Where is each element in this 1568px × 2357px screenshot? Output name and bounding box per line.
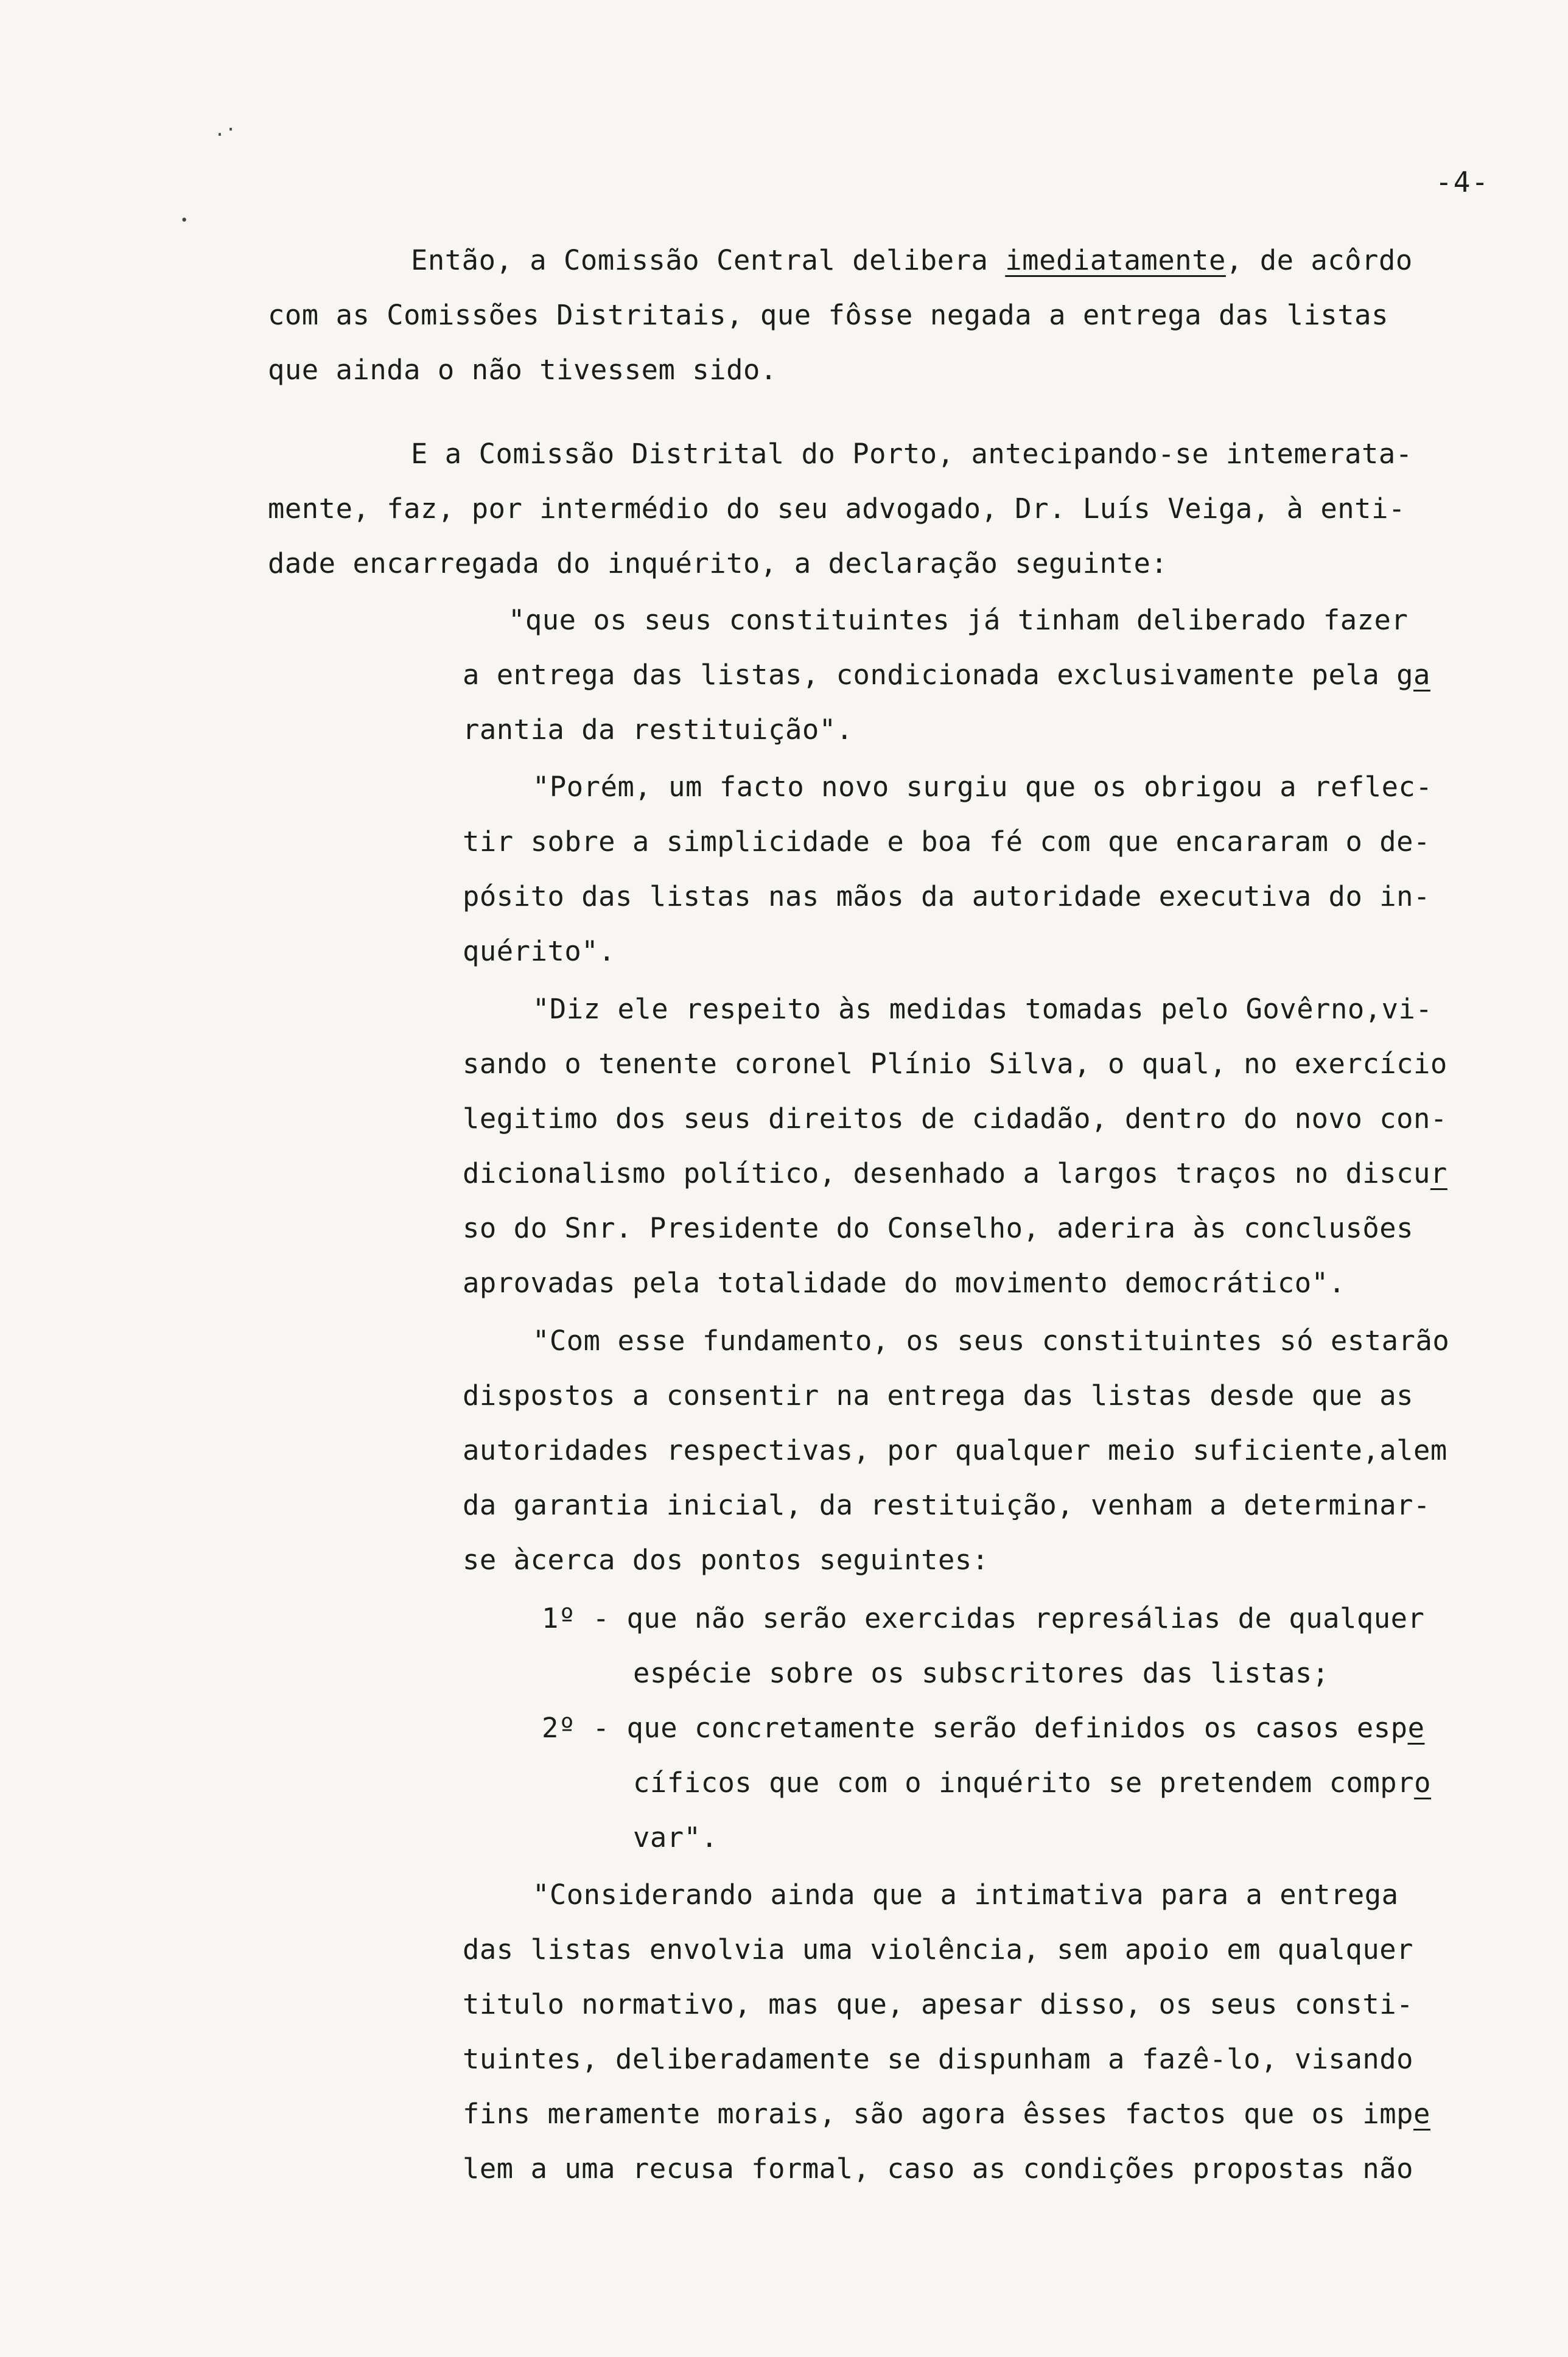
text-line xyxy=(533,773,1432,801)
text-run: espécie sobre os subscritores das listas; xyxy=(633,1657,1329,1689)
text-run: da garantia inicial, da restituição, venham a determinar- xyxy=(463,1489,1430,1521)
text-line xyxy=(533,1881,1399,1909)
text-line xyxy=(463,1214,1413,1242)
text-run: var". xyxy=(633,1821,718,1854)
text-run: dispostos a consentir na entrega das listas desde que as xyxy=(463,1379,1414,1412)
page-number: -4- xyxy=(1435,166,1490,198)
text-run: E a Comissão Distrital do Porto, antecipando-se intemerata- xyxy=(411,438,1413,470)
underlined-text: r xyxy=(1430,1157,1447,1189)
text-run: "Considerando ainda que a intimativa para a entrega xyxy=(533,1879,1399,1911)
underlined-text: imediatamente xyxy=(1005,244,1226,276)
text-line xyxy=(463,1933,1414,1966)
text-line xyxy=(633,1821,718,1854)
text-run: mente, faz, por intermédio do seu advogado, Dr. Luís Veiga, à enti- xyxy=(268,492,1405,525)
text-line xyxy=(463,937,615,965)
underlined-text: a xyxy=(1413,659,1430,691)
text-line xyxy=(542,1714,1424,1742)
text-line xyxy=(463,880,1430,912)
text-line xyxy=(633,1769,1431,1797)
text-run: autoridades respectivas, por qualquer meio suficiente,alem xyxy=(463,1434,1447,1466)
text-line xyxy=(533,995,1432,1023)
text-line xyxy=(463,1102,1447,1135)
text-run: , de acôrdo xyxy=(1225,244,1413,276)
text-line xyxy=(463,1269,1345,1297)
text-line xyxy=(463,661,1430,689)
text-run: 1º - que não serão exercidas represálias de qualquer xyxy=(542,1602,1425,1634)
text-run: lem a uma recusa formal, caso as condições propostas não xyxy=(463,2152,1414,2185)
text-run: sando o tenente coronel Plínio Silva, o qual, no exercício xyxy=(463,1048,1447,1080)
text-run: a entrega das listas, condicionada exclusivamente pela g xyxy=(463,659,1414,691)
underlined-text: o xyxy=(1414,1767,1431,1799)
text-run: cíficos que com o inquérito se pretendem compr xyxy=(633,1767,1415,1799)
underlined-text: e xyxy=(1413,2098,1430,2130)
text-run: tir sobre a simplicidade e boa fé com que encararam o de- xyxy=(463,825,1430,858)
text-run: so do Snr. Presidente do Conselho, aderira às conclusões xyxy=(463,1212,1414,1244)
text-line xyxy=(463,1491,1430,1519)
text-run: titulo normativo, mas que, apesar disso, os seus consti- xyxy=(463,1988,1414,2020)
text-line xyxy=(268,301,1388,329)
text-line xyxy=(463,2152,1414,2185)
text-line xyxy=(463,1379,1414,1412)
text-run: 2º - que concretamente serão definidos os casos esp xyxy=(542,1712,1408,1744)
text-run: fins meramente morais, são agora êsses factos que os imp xyxy=(463,2098,1414,2130)
text-line xyxy=(268,547,1168,580)
text-line xyxy=(411,440,1413,468)
text-line xyxy=(411,244,1413,276)
text-line xyxy=(463,1157,1447,1189)
text-run: "Porém, um facto novo surgiu que os obrigou a reflec- xyxy=(533,771,1433,803)
text-line xyxy=(463,2100,1430,2128)
margin-dot-mark: • xyxy=(180,213,189,228)
text-run: "Com esse fundamento, os seus constituintes só estarão xyxy=(533,1325,1450,1357)
text-line xyxy=(633,1659,1329,1687)
text-run: Então, a Comissão Central delibera xyxy=(411,244,1006,276)
text-run: das listas envolvia uma violência, sem apoio em qualquer xyxy=(463,1933,1414,1966)
text-run: "Diz ele respeito às medidas tomadas pelo Govêrno,vi- xyxy=(533,993,1433,1025)
text-line xyxy=(268,356,777,384)
text-run: dade encarregada do inquérito, a declaração seguinte: xyxy=(268,547,1168,580)
text-run: dicionalismo político, desenhado a largos traços no discu xyxy=(463,1157,1430,1189)
text-line xyxy=(542,1602,1425,1634)
text-run: legitimo dos seus direitos de cidadão, dentro do novo con- xyxy=(463,1102,1447,1135)
text-line xyxy=(463,713,853,746)
text-run: tuintes, deliberadamente se dispunham a fazê-lo, visando xyxy=(463,2043,1414,2075)
text-line xyxy=(463,1988,1414,2020)
underlined-text: e xyxy=(1407,1712,1425,1744)
text-line xyxy=(268,492,1405,525)
scan-speck-mark: .· xyxy=(214,119,237,141)
text-line xyxy=(463,825,1430,858)
text-line xyxy=(463,1546,989,1574)
text-line xyxy=(533,1327,1449,1355)
text-run: aprovadas pela totalidade do movimento democrático". xyxy=(463,1267,1346,1299)
text-run: se àcerca dos pontos seguintes: xyxy=(463,1544,989,1576)
text-run: "que os seus constituintes já tinham deliberado fazer xyxy=(508,604,1409,636)
text-line xyxy=(463,2045,1413,2073)
text-line xyxy=(463,1434,1447,1466)
text-run: rantia da restituição". xyxy=(463,713,853,746)
text-run: pósito das listas nas mãos da autoridade executiva do in- xyxy=(463,880,1430,912)
text-run: quérito". xyxy=(463,935,616,967)
text-line xyxy=(508,606,1408,634)
text-run: que ainda o não tivessem sido. xyxy=(268,354,777,386)
text-run: com as Comissões Distritais, que fôsse negada a entrega das listas xyxy=(268,299,1388,331)
text-line xyxy=(463,1050,1447,1078)
